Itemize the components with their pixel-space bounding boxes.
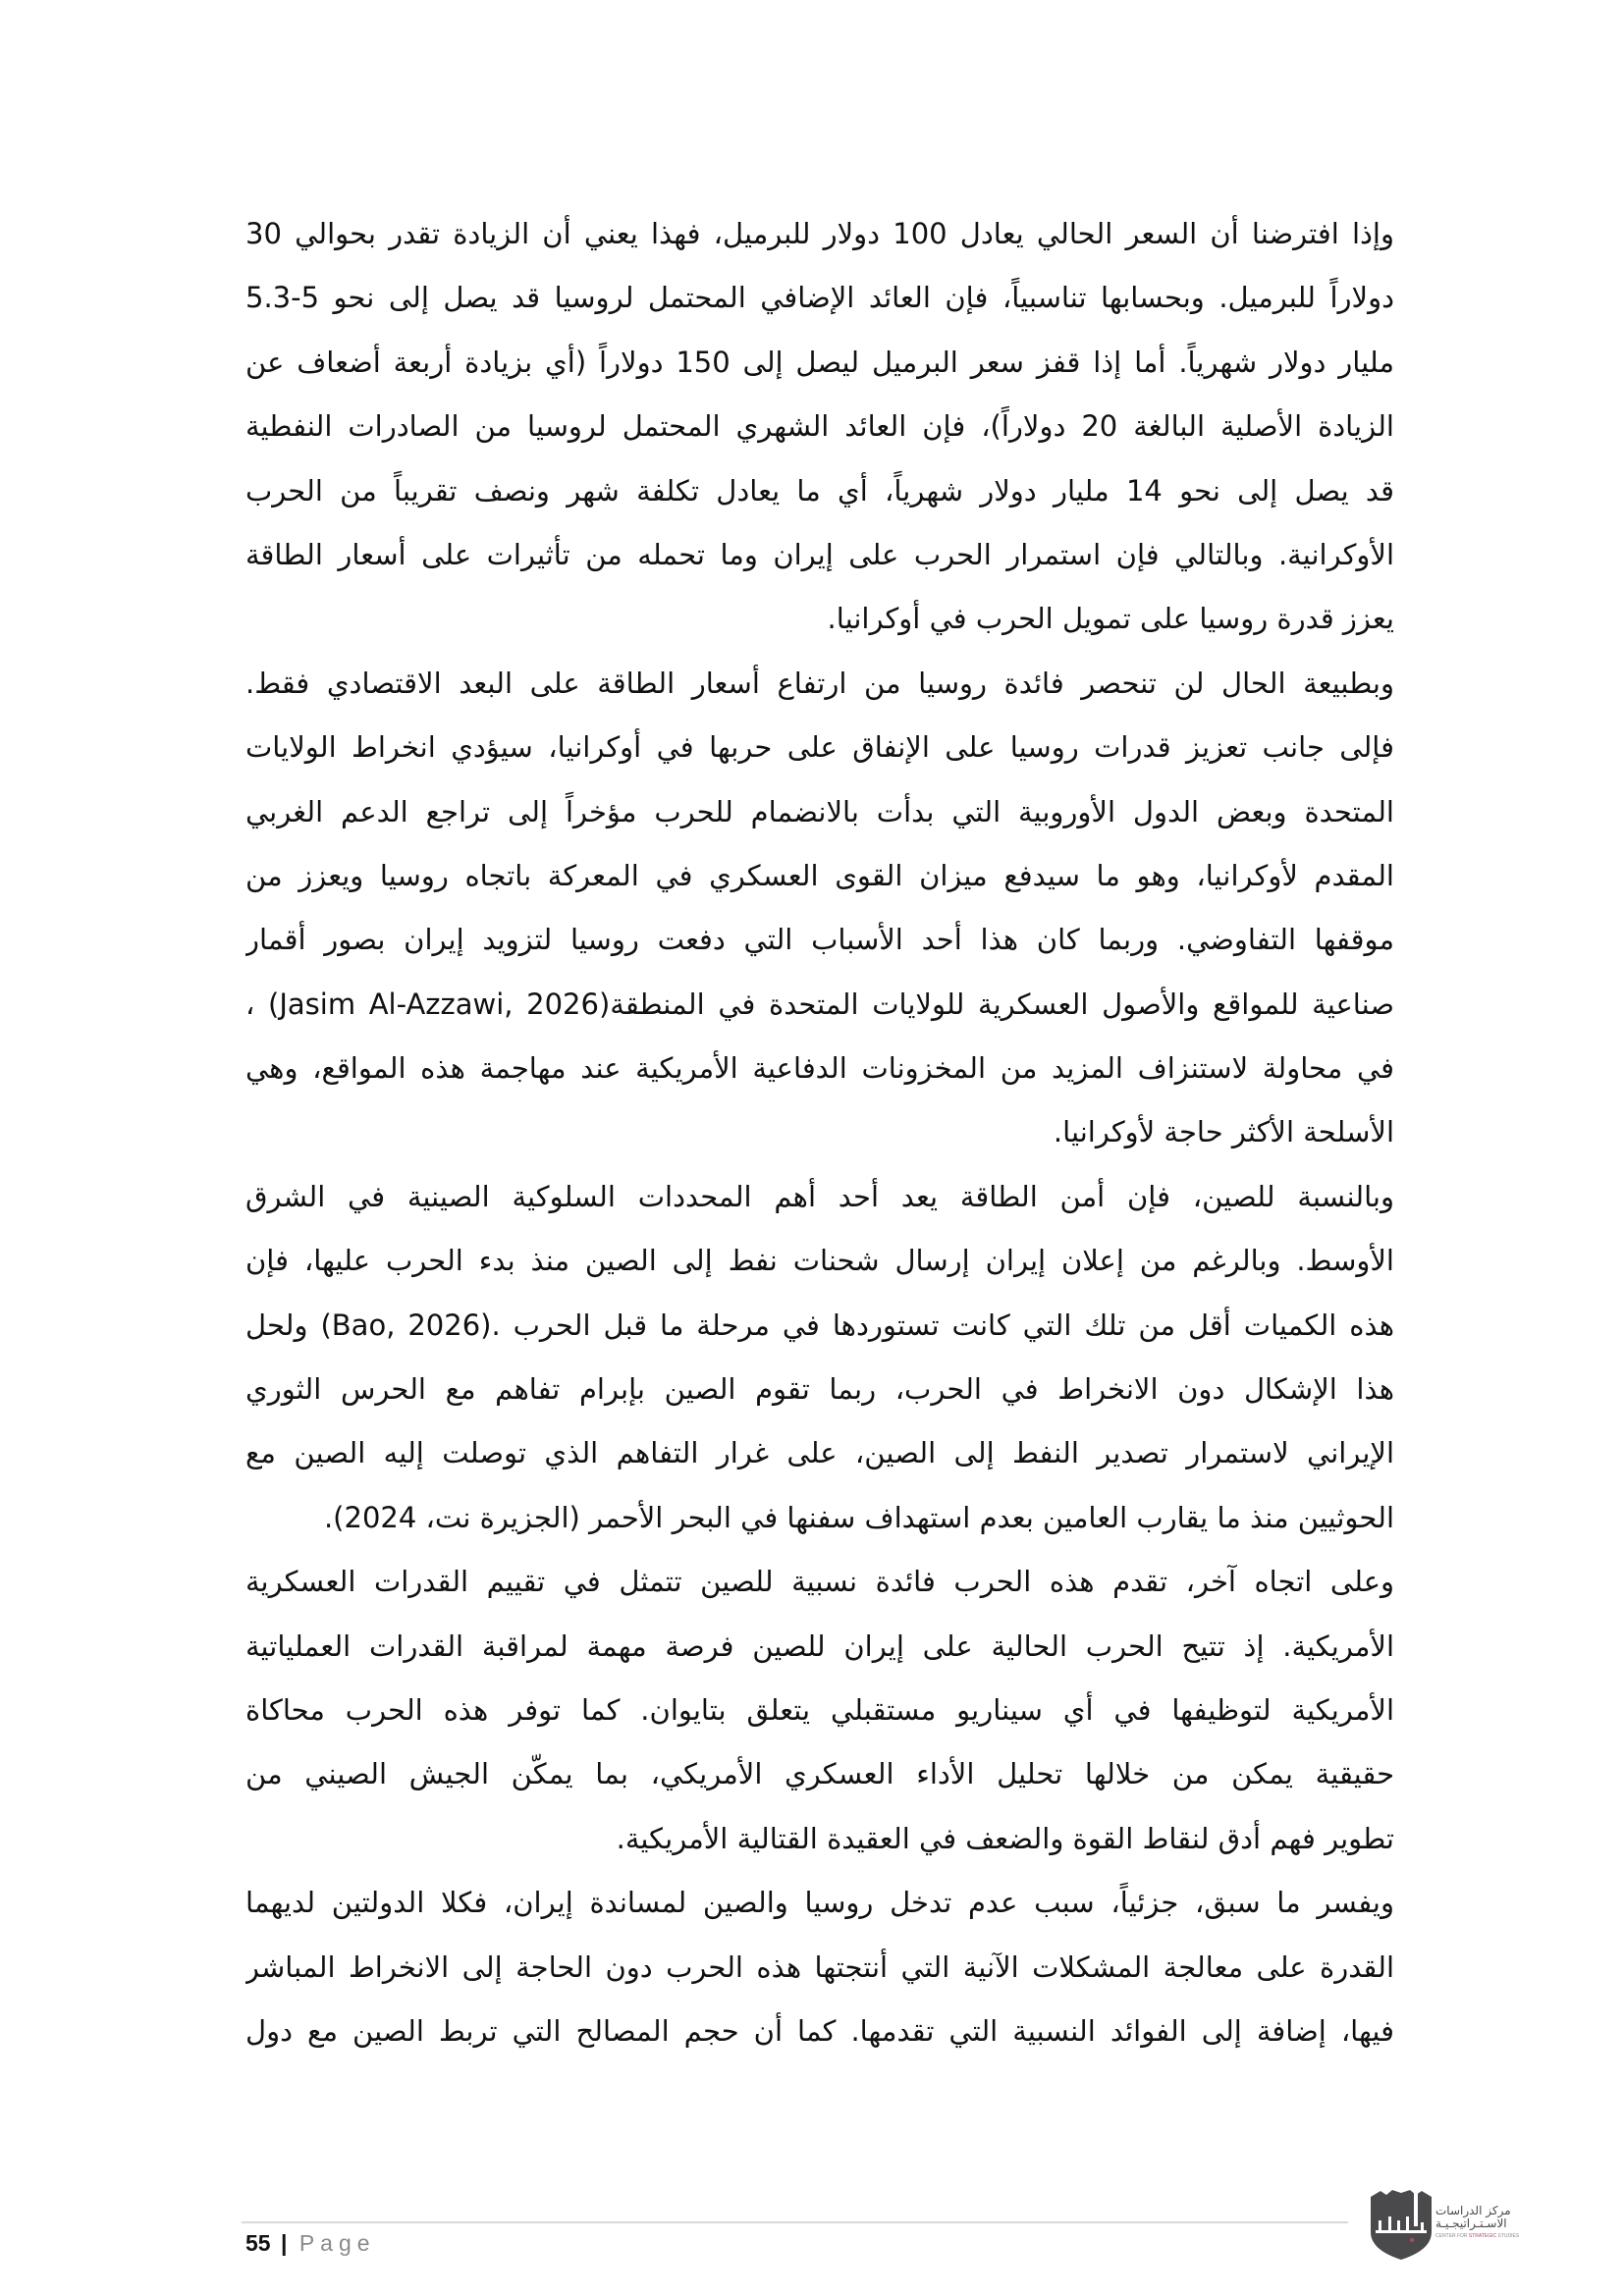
text-line: وبطبيعة الحال لن تنحصر فائدة روسيا من ارتفاع أسعار الطاقة على البعد الاقتصادي فقط. bbox=[245, 666, 1394, 700]
text-line: فيها، إضافة إلى الفوائد النسبية التي تقدمها. كما أن حجم المصالح التي تربط الصين مع دول bbox=[245, 2013, 1394, 2048]
paragraph-last-line: الأسلحة الأكثر حاجة لأوكرانيا. bbox=[1053, 1115, 1394, 1149]
logo-wordmark bbox=[1435, 2205, 1532, 2240]
shield-logo-icon bbox=[1367, 2187, 1435, 2262]
page-number-value: 55 bbox=[245, 2230, 271, 2256]
footer-divider bbox=[242, 2221, 1348, 2223]
text-line: في محاولة لاستنزاف المزيد من المخزونات الدفاعية الأمريكية عند مهاجمة هذه المواقع، وهي bbox=[245, 1051, 1394, 1086]
text-line: وإذا افترضنا أن السعر الحالي يعادل 100 دولار للبرميل، فهذا يعني أن الزيادة تقدر بحوالي 30 bbox=[245, 217, 1394, 250]
logo-name-en bbox=[1435, 2232, 1532, 2240]
text-line: وعلى اتجاه آخر، تقدم هذه الحرب فائدة نسبية للصين تتمثل في تقييم القدرات العسكرية bbox=[245, 1565, 1394, 1599]
text-line: وبالنسبة للصين، فإن أمن الطاقة يعد أحد أهم المحددات السلوكية الصينية في الشرق bbox=[245, 1179, 1394, 1213]
page-number bbox=[245, 2226, 376, 2260]
text-line: دولاراً للبرميل. وبحسابها تناسبياً، فإن العائد الإضافي المحتمل لروسيا قد يصل إلى نحو 5-5.3 bbox=[245, 281, 1394, 315]
text-line: الأوسط. وبالرغم من إعلان إيران إرسال شحنات نفط إلى الصين منذ بدء الحرب عليها، فإن bbox=[245, 1244, 1394, 1278]
paragraph-last-line: الحوثيين منذ ما يقارب العامين بعدم استهداف سفنها في البحر الأحمر (الجزيرة نت، 2024). bbox=[323, 1500, 1394, 1534]
text-line: الإيراني لاستمرار تصدير النفط إلى الصين، على غرار التفاهم الذي توصلت إليه الصين مع bbox=[245, 1436, 1394, 1470]
text-line: المتحدة وبعض الدول الأوروبية التي بدأت بالانضمام للحرب مؤخراً إلى تراجع الدعم الغربي bbox=[245, 794, 1394, 828]
text-line: ويفسر ما سبق، جزئياً، سبب عدم تدخل روسيا والصين لمساندة إيران، فكلا الدولتين لديهما bbox=[245, 1886, 1394, 1920]
text-line: الأمريكية. إذ تتيح الحرب الحالية على إيران للصين فرصة مهمة لمراقبة القدرات العملياتية bbox=[245, 1629, 1394, 1663]
page-number-separator: | bbox=[280, 2230, 288, 2256]
text-line: مليار دولار شهرياً. أما إذا قفز سعر البرميل ليصل إلى 150 دولاراً (أي بزيادة أربعة أضعاف عن bbox=[245, 345, 1394, 379]
text-line: الأمريكية لتوظيفها في أي سيناريو مستقبلي يتعلق بتايوان. كما توفر هذه الحرب محاكاة bbox=[245, 1692, 1394, 1727]
document-body bbox=[245, 202, 1394, 2063]
logo-name-en-suffix: STUDIES bbox=[1496, 2233, 1520, 2239]
text-line: هذا الإشكال دون الانخراط في الحرب، ربما تقوم الصين بإبرام تفاهم مع الحرس الثوري bbox=[245, 1372, 1394, 1407]
text-line: قد يصل إلى نحو 14 مليار دولار شهرياً، أي ما يعادل تكلفة شهر ونصف تقريباً من الحرب bbox=[245, 473, 1394, 507]
text-line: موقفها التفاوضي. وربما كان هذا أحد الأسباب التي دفعت روسيا لتزويد إيران بصور أقمار bbox=[245, 923, 1394, 957]
text-line: هذه الكميات أقل من تلك التي كانت تستوردها في مرحلة ما قبل الحرب .(Bao, 2026) ولحل bbox=[245, 1308, 1394, 1342]
center-logo bbox=[1367, 2187, 1543, 2262]
text-line: المقدم لأوكرانيا، وهو ما سيدفع ميزان القوى العسكري في المعركة باتجاه روسيا ويعزز من bbox=[245, 858, 1394, 892]
page-label: Page bbox=[298, 2230, 376, 2256]
text-line: الزيادة الأصلية البالغة 20 دولاراً)، فإن العائد الشهري المحتمل لروسيا من الصادرات النفطية bbox=[245, 409, 1394, 444]
text-line: القدرة على معالجة المشكلات الآنية التي أنتجتها هذه الحرب دون الحاجة إلى الانخراط المباشر bbox=[245, 1949, 1394, 1984]
logo-name-en-accent: STRATEGIC bbox=[1468, 2233, 1497, 2239]
paragraph-last-line: تطوير فهم أدق لنقاط القوة والضعف في العقيدة القتالية الأمريكية. bbox=[616, 1821, 1394, 1855]
text-line: فإلى جانب تعزيز قدرات روسيا على الإنفاق على حربها في أوكرانيا، سيؤدي انخراط الولايات bbox=[245, 730, 1394, 765]
logo-name-ar-line1: مركز الدراسات bbox=[1435, 2204, 1511, 2217]
text-line: صناعية للمواقع والأصول العسكرية للولايات المتحدة في المنطقة(Jasim Al-Azzawi, 2026) ، bbox=[245, 987, 1394, 1021]
text-line: حقيقية يمكن من خلالها تحليل الأداء العسكري الأمريكي، بما يمكّن الجيش الصيني من bbox=[245, 1757, 1394, 1791]
text-line: الأوكرانية. وبالتالي فإن استمرار الحرب على إيران وما تحمله من تأثيرات على أسعار الطاقة bbox=[245, 537, 1394, 571]
logo-name-en-prefix: CENTER FOR bbox=[1435, 2233, 1469, 2239]
logo-name-ar-line2: الاسـتـراتيجـيـة bbox=[1435, 2216, 1507, 2230]
paragraph-last-line: يعزز قدرة روسيا على تمويل الحرب في أوكرانيا. bbox=[827, 602, 1394, 636]
